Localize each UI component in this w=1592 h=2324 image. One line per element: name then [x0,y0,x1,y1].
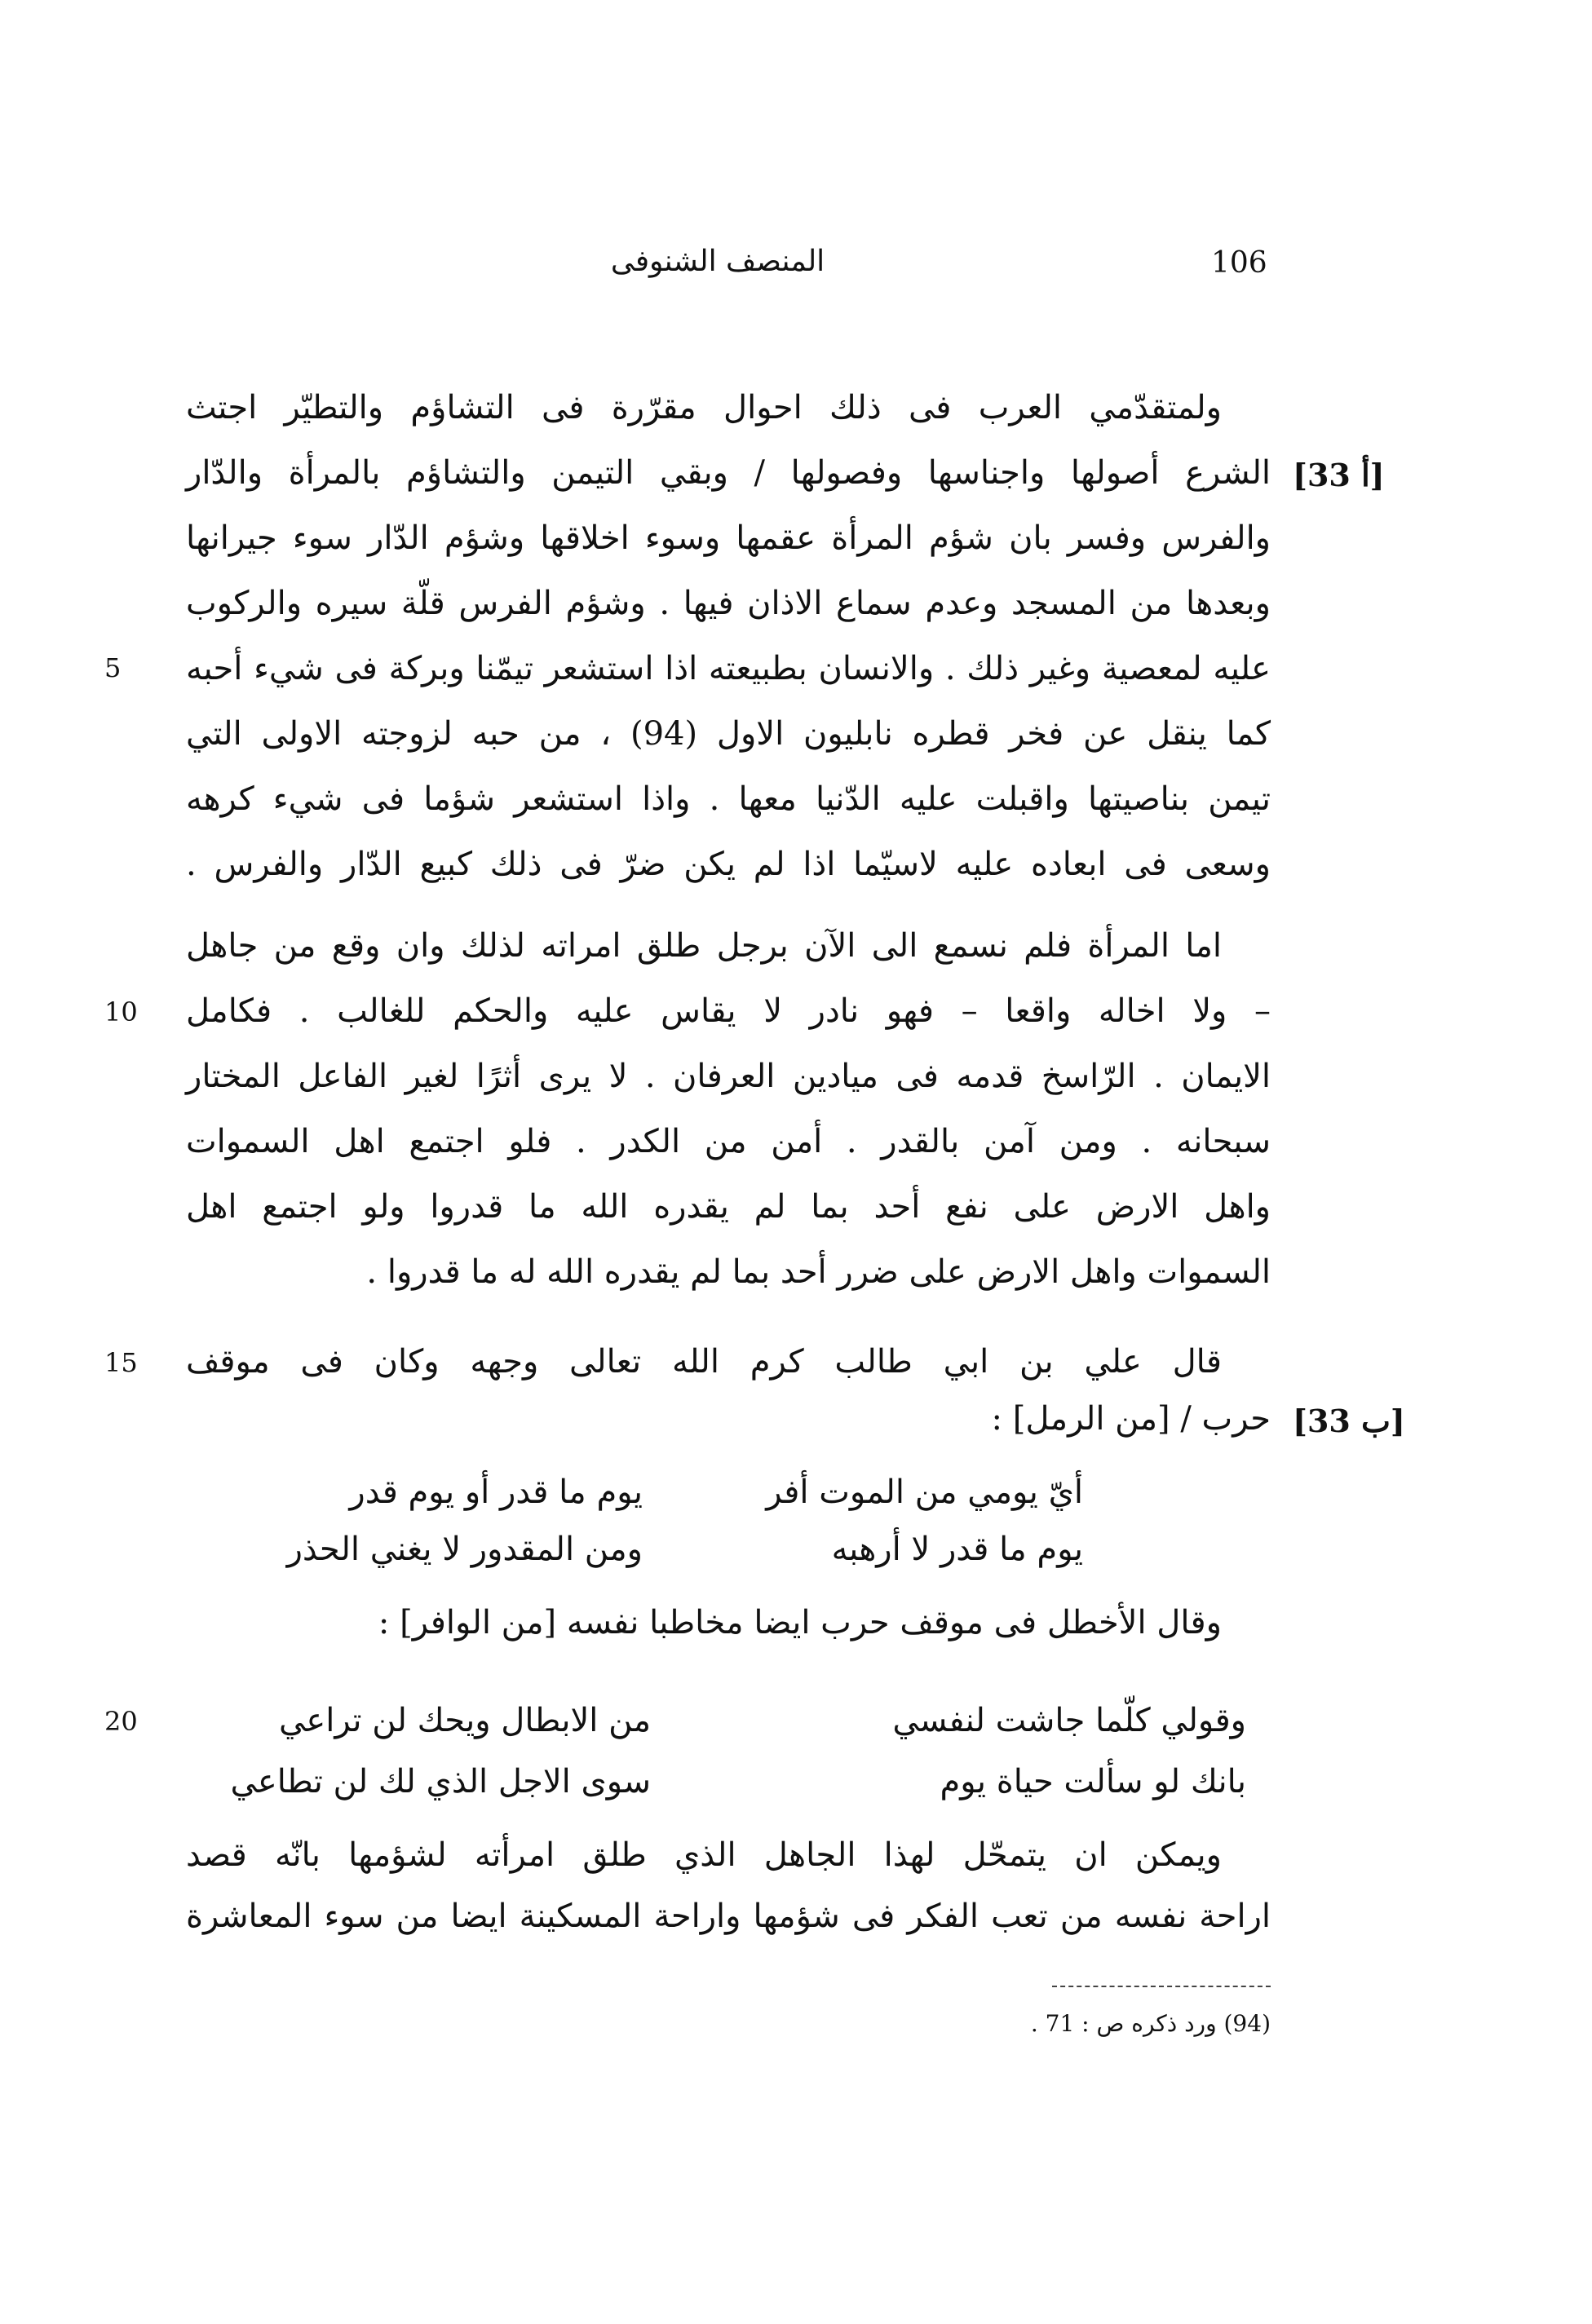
verse-row [186,1525,1271,1574]
text-line: اما المرأة فلم نسمع الى الآن برجل طلق امراته لذلك وان وقع من جاهل [186,927,1222,965]
text-line: قال علي بن ابي طالب كرم الله تعالى وجهه وكان فى موقف [186,1343,1222,1381]
text-line: الايمان . الرّاسخ قدمه فى ميادين العرفان . لا يرى أثرًا لغير الفاعل المختار [186,1058,1271,1095]
folio-marker: [33 ب] [1293,1403,1405,1439]
text-line: ويمكن ان يتمحّل لهذا الجاهل الذي طلق امرأته لشؤمها بانّه قصد [186,1836,1222,1874]
footnote: (94) ورد ذكره ص : 71 . [1030,2010,1271,2037]
verse-row [186,1757,1271,1806]
line-number: 5 [104,652,122,683]
text-line: وقال الأخطل فى موقف حرب ايضا مخاطبا نفسه [من الوافر] : [378,1604,1222,1641]
footnote-rule [1052,1986,1271,1987]
verse-hemistich: أيّ يومي من الموت أفر [766,1473,1083,1511]
verse-hemistich: يوم ما قدر لا أرهبه [831,1531,1083,1568]
verse-hemistich: بانك لو سألت حياة يوم [940,1763,1246,1800]
text-line: عليه لمعصية وغير ذلك . والانسان بطبيعته اذا استشعر تيمّنا وبركة فى شيء أحبه [186,650,1271,687]
text-line: كما ينقل عن فخر قطره نابليون الاول (94) ، من حبه لزوجته الاولى التي [186,715,1271,753]
text-line: وبعدها من المسجد وعدم سماع الاذان فيها . وشؤم الفرس قلّة سيره والركوب [186,585,1271,622]
verse-hemistich: ومن المقدور لا يغني الحذر [286,1531,643,1568]
text-line: اراحة نفسه من تعب الفكر فى شؤمها واراحة المسكينة ايضا من سوء المعاشرة [186,1898,1271,1935]
text-line: سبحانه . ومن آمن بالقدر . أمن من الكدر . فلو اجتمع اهل السموات [186,1123,1271,1160]
text-line: السموات واهل الارض على ضرر أحد بما لم يقدره الله له ما قدروا . [366,1253,1271,1291]
text-line: والفرس وفسر بان شؤم المرأة عقمها وسوء اخلاقها وشؤم الدّار سوء جيرانها [186,519,1271,557]
folio-marker: [33 أ] [1293,457,1385,493]
verse-hemistich: سوى الاجل الذي لك لن تطاعي [230,1763,651,1800]
text-line: وسعى فى ابعاده عليه لاسيّما اذا لم يكن ضرّ فى ذلك كبيع الدّار والفرس . [186,846,1271,883]
line-number: 10 [104,996,138,1027]
text-line: حرب / [من الرمل] : [991,1400,1271,1438]
line-number: 20 [104,1706,138,1737]
text-line: ولمتقدّمي العرب فى ذلك احوال مقرّرة فى التشاؤم والتطيّر اجتث [186,389,1222,426]
verse-hemistich: وقولي كلّما جاشت لنفسي [892,1702,1246,1739]
text-line: الشرع أصولها واجناسها وفصولها / وبقي التيمن والتشاؤم بالمرأة والدّار [186,454,1271,492]
verse-hemistich: يوم ما قدر أو يوم قدر [349,1473,643,1511]
verse-row [186,1468,1271,1517]
text-line: تيمن بناصيتها واقبلت عليه الدّنيا معها . واذا استشعر شؤما فى شيء كرهه [186,780,1271,818]
page-number: 106 [1211,246,1267,280]
verse-row [186,1696,1271,1745]
text-line: – ولا اخاله واقعا – فهو نادر لا يقاس عليه والحكم للغالب . فكامل [186,992,1271,1030]
verse-hemistich: من الابطال ويحك لن تراعي [279,1702,651,1739]
text-line: واهل الارض على نفع أحد بما لم يقدره الله ما قدروا ولو اجتمع اهل [186,1188,1271,1226]
running-title: المنصف الشنوفى [610,245,825,278]
line-number: 15 [104,1347,138,1378]
